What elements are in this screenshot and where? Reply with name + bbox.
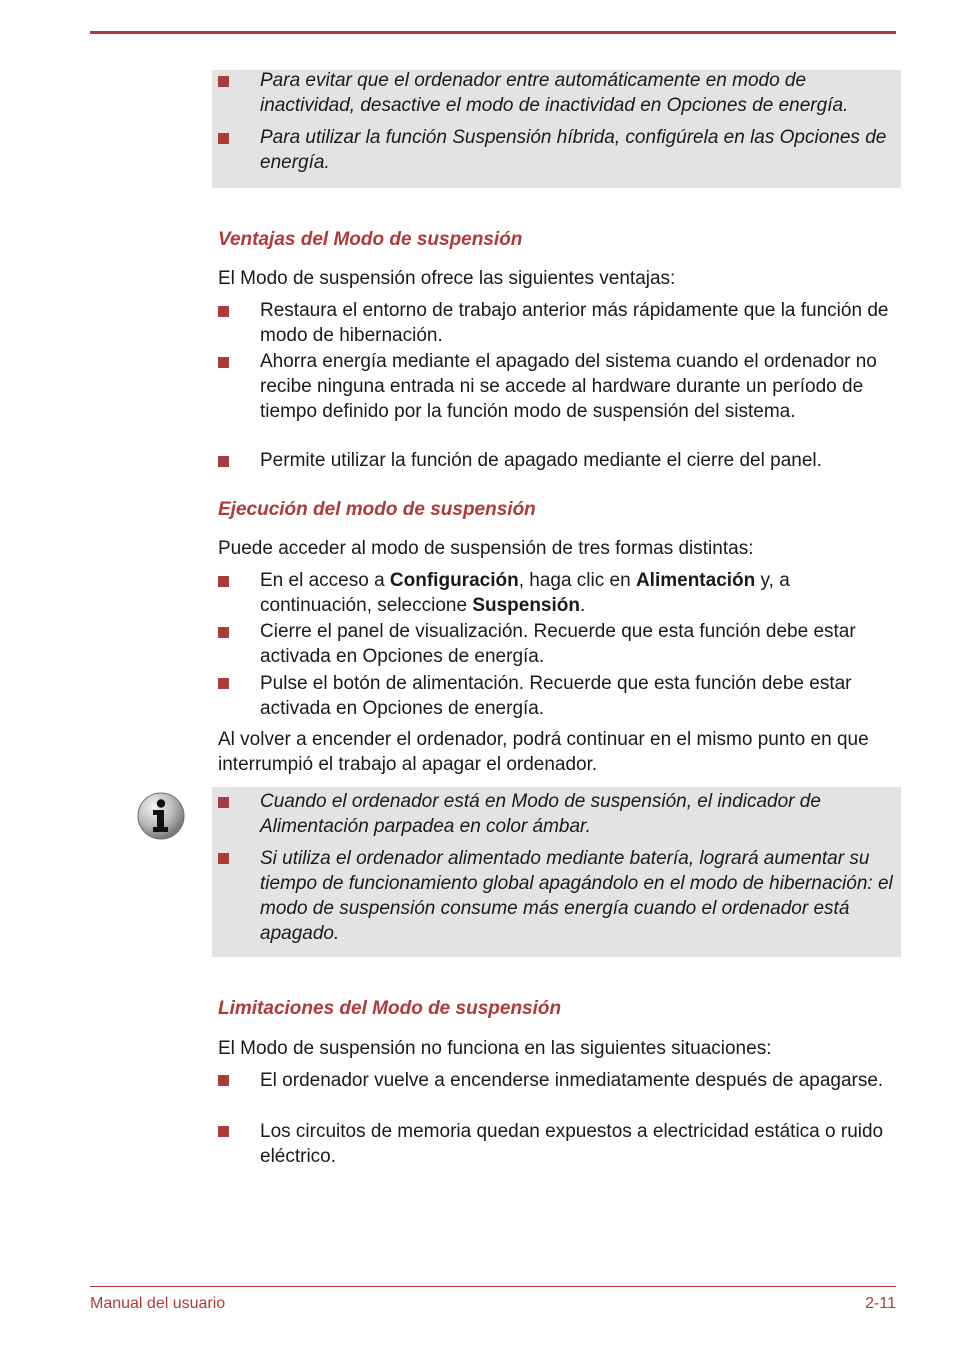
note-box-2 [212, 787, 901, 957]
list-item: Pulse el botón de alimentación. Recuerde que esta función debe estar activada en Opciones de energía. [260, 673, 852, 719]
text: y, a continuación, seleccione [260, 570, 790, 616]
page-number: 2-11 [865, 1295, 896, 1312]
square-bullet-icon [218, 76, 229, 87]
footer-title: Manual del usuario [90, 1295, 226, 1312]
info-icon [136, 791, 186, 841]
square-bullet-icon [218, 853, 229, 864]
note-item: Para utilizar la función Suspensión híbrida, configúrela en las Opciones de energía. [260, 127, 887, 173]
note-item: Cuando el ordenador está en Modo de suspensión, el indicador de Alimentación parpadea en color ámbar. [260, 791, 821, 837]
header-rule [90, 31, 896, 34]
footer-rule [90, 1286, 896, 1287]
section-intro: El Modo de suspensión no funciona en las siguientes situaciones: [218, 1038, 772, 1059]
section-heading: Ejecución del modo de suspensión [218, 499, 536, 520]
list-item [260, 568, 900, 618]
list-item: Restaura el entorno de trabajo anterior más rápidamente que la función de modo de hibernación. [260, 300, 889, 346]
list-item: Los circuitos de memoria quedan expuestos a electricidad estática o ruido eléctrico. [260, 1121, 884, 1167]
ui-term: Configuración [389, 570, 519, 591]
list-item: Cierre el panel de visualización. Recuerde que esta función debe estar activada en Opciones de energía. [260, 621, 856, 667]
ui-term: Alimentación [635, 570, 756, 591]
note-box-1 [212, 70, 901, 188]
square-bullet-icon [218, 627, 229, 638]
square-bullet-icon [218, 1075, 229, 1086]
ui-term: Suspensión [472, 595, 580, 616]
text: En el acceso a [260, 570, 390, 591]
square-bullet-icon [218, 357, 229, 368]
list-item: Ahorra energía mediante el apagado del sistema cuando el ordenador no recibe ninguna entrada ni se accede al hardware durante un período de tiempo definido por la función modo de suspensión del sistema. [260, 351, 877, 422]
square-bullet-icon [218, 306, 229, 317]
note-item: Si utiliza el ordenador alimentado mediante batería, logrará aumentar su tiempo de funcionamiento global apagándolo en el modo de hibernación: el modo de suspensión consume más energía cuando el ordenador está apagado. [260, 848, 893, 944]
list-item: Permite utilizar la función de apagado mediante el cierre del panel. [260, 450, 822, 471]
square-bullet-icon [218, 797, 229, 808]
square-bullet-icon [218, 456, 229, 467]
section-heading: Ventajas del Modo de suspensión [218, 229, 523, 250]
note-item: Para evitar que el ordenador entre automáticamente en modo de inactividad, desactive el modo de inactividad en Opciones de energía. [260, 70, 849, 116]
text: . [580, 595, 586, 616]
section-intro: El Modo de suspensión ofrece las siguientes ventajas: [218, 268, 676, 289]
section-heading: Limitaciones del Modo de suspensión [218, 998, 562, 1019]
text: , haga clic en [518, 570, 636, 591]
square-bullet-icon [218, 133, 229, 144]
square-bullet-icon [218, 678, 229, 689]
section-intro: Puede acceder al modo de suspensión de tres formas distintas: [218, 538, 754, 559]
list-item: El ordenador vuelve a encenderse inmediatamente después de apagarse. [260, 1070, 884, 1091]
section-outro: Al volver a encender el ordenador, podrá continuar en el mismo punto en que interrumpió el trabajo al apagar el ordenador. [218, 729, 869, 775]
square-bullet-icon [218, 1126, 229, 1137]
square-bullet-icon [218, 576, 229, 587]
